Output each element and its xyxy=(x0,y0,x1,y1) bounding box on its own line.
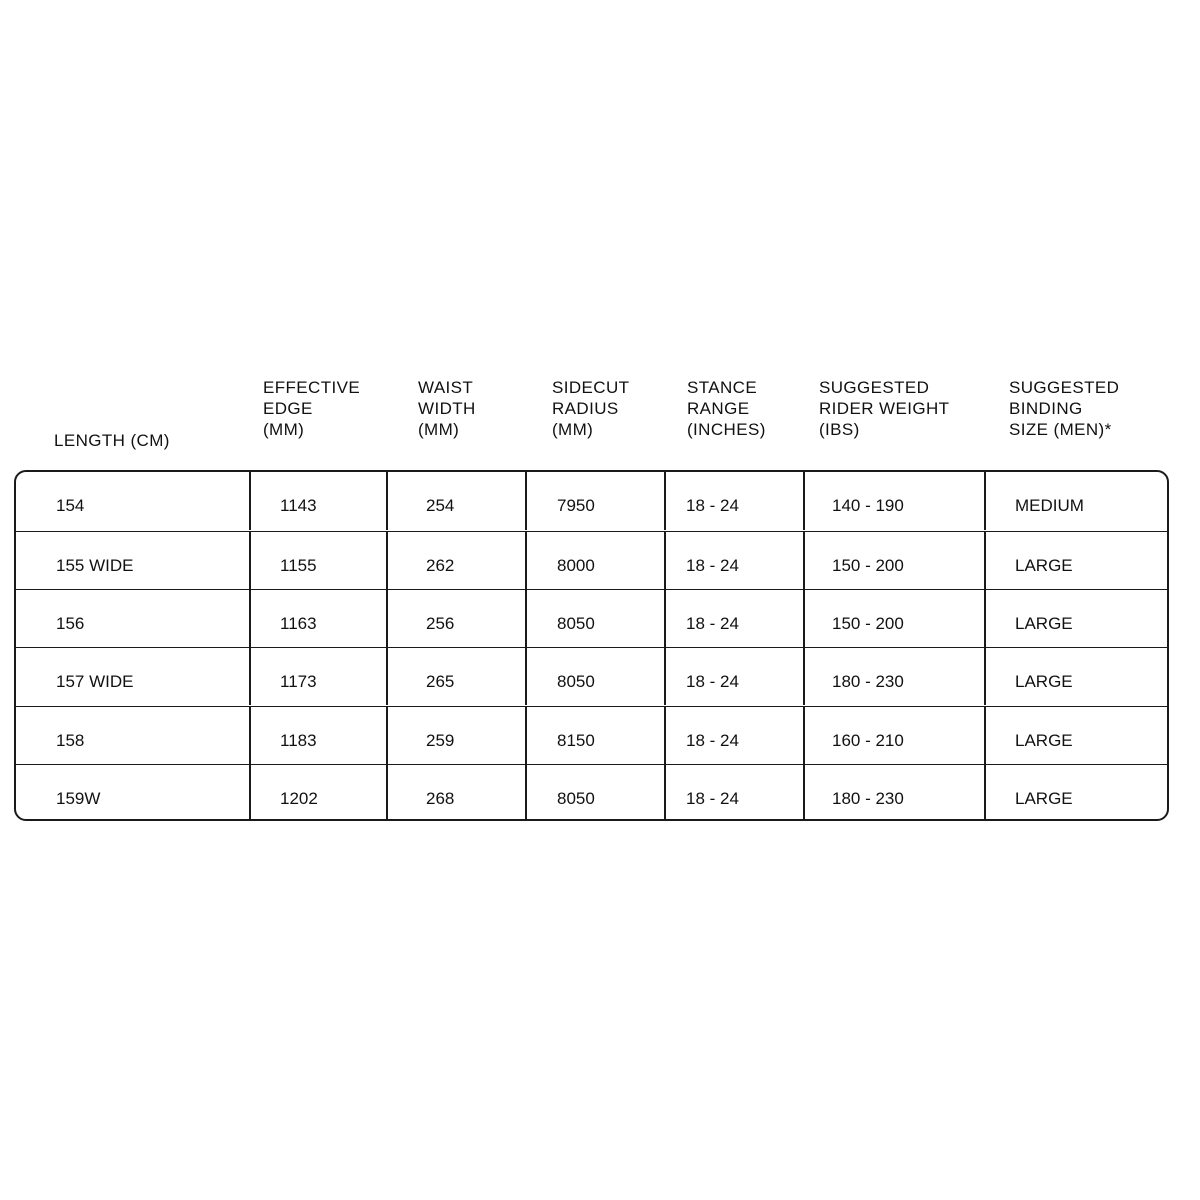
cell-stance-range: 18 - 24 xyxy=(686,731,739,750)
cell-sidecut-radius: 8000 xyxy=(557,556,595,575)
column-divider xyxy=(386,765,388,821)
cell-rider-weight: 140 - 190 xyxy=(832,496,904,515)
cell-binding-size: LARGE xyxy=(1015,789,1073,808)
column-divider xyxy=(249,707,251,764)
table-row xyxy=(16,764,1167,821)
cell-rider-weight: 180 - 230 xyxy=(832,789,904,808)
cell-sidecut-radius: 8050 xyxy=(557,789,595,808)
cell-length: 157 WIDE xyxy=(56,672,134,691)
header-binding-size: SUGGESTED BINDING SIZE (MEN)* xyxy=(1009,378,1120,439)
cell-rider-weight: 180 - 230 xyxy=(832,672,904,691)
header-length: LENGTH (CM) xyxy=(54,431,170,450)
column-divider xyxy=(984,532,986,589)
column-divider xyxy=(664,765,666,821)
table-row xyxy=(16,647,1167,705)
column-divider xyxy=(525,707,527,764)
column-divider xyxy=(984,765,986,821)
column-divider xyxy=(386,472,388,530)
size-chart-table xyxy=(14,470,1169,821)
cell-effective-edge: 1143 xyxy=(280,496,317,515)
cell-waist-width: 256 xyxy=(426,614,455,633)
cell-stance-range: 18 - 24 xyxy=(686,789,739,808)
cell-sidecut-radius: 7950 xyxy=(557,496,595,515)
column-divider xyxy=(525,590,527,647)
column-divider xyxy=(984,590,986,647)
cell-waist-width: 265 xyxy=(426,672,455,691)
cell-effective-edge: 1183 xyxy=(280,731,317,750)
header-rider-weight: SUGGESTED RIDER WEIGHT (IBS) xyxy=(819,378,950,439)
table-header xyxy=(0,0,1200,470)
cell-binding-size: MEDIUM xyxy=(1015,496,1084,515)
cell-binding-size: LARGE xyxy=(1015,672,1073,691)
cell-waist-width: 259 xyxy=(426,731,455,750)
cell-waist-width: 268 xyxy=(426,789,455,808)
cell-length: 156 xyxy=(56,614,85,633)
column-divider xyxy=(664,472,666,530)
cell-effective-edge: 1202 xyxy=(280,789,318,808)
column-divider xyxy=(664,590,666,647)
cell-stance-range: 18 - 24 xyxy=(686,556,739,575)
column-divider xyxy=(525,765,527,821)
column-divider xyxy=(386,648,388,705)
column-divider xyxy=(664,648,666,705)
header-waist-width: WAIST WIDTH (MM) xyxy=(418,378,476,439)
cell-waist-width: 254 xyxy=(426,496,455,515)
header-effective-edge: EFFECTIVE EDGE (MM) xyxy=(263,378,361,439)
column-divider xyxy=(803,765,805,821)
column-divider xyxy=(386,532,388,589)
cell-binding-size: LARGE xyxy=(1015,731,1073,750)
cell-stance-range: 18 - 24 xyxy=(686,672,739,691)
cell-rider-weight: 160 - 210 xyxy=(832,731,904,750)
cell-binding-size: LARGE xyxy=(1015,556,1073,575)
cell-length: 158 xyxy=(56,731,85,750)
header-sidecut-radius: SIDECUT RADIUS (MM) xyxy=(552,378,630,439)
column-divider xyxy=(249,765,251,821)
column-divider xyxy=(803,590,805,647)
column-divider xyxy=(386,707,388,764)
column-divider xyxy=(525,472,527,530)
column-divider xyxy=(249,590,251,647)
table-row xyxy=(16,589,1167,647)
cell-rider-weight: 150 - 200 xyxy=(832,614,904,633)
column-divider xyxy=(386,590,388,647)
column-divider xyxy=(803,472,805,530)
cell-sidecut-radius: 8050 xyxy=(557,672,595,691)
table-row xyxy=(16,706,1167,764)
column-divider xyxy=(249,472,251,530)
table-row xyxy=(16,531,1167,589)
column-divider xyxy=(803,707,805,764)
cell-length: 155 WIDE xyxy=(56,556,134,575)
column-divider xyxy=(984,707,986,764)
column-divider xyxy=(984,472,986,530)
column-divider xyxy=(664,707,666,764)
column-divider xyxy=(249,648,251,705)
cell-effective-edge: 1173 xyxy=(280,672,317,691)
cell-effective-edge: 1155 xyxy=(280,556,317,575)
table-row xyxy=(16,472,1167,530)
cell-length: 159W xyxy=(56,789,101,808)
cell-sidecut-radius: 8050 xyxy=(557,614,595,633)
cell-effective-edge: 1163 xyxy=(280,614,317,633)
column-divider xyxy=(525,532,527,589)
column-divider xyxy=(664,532,666,589)
cell-sidecut-radius: 8150 xyxy=(557,731,595,750)
cell-length: 154 xyxy=(56,496,85,515)
column-divider xyxy=(803,532,805,589)
cell-stance-range: 18 - 24 xyxy=(686,614,739,633)
header-stance-range: STANCE RANGE (INCHES) xyxy=(687,378,766,439)
cell-waist-width: 262 xyxy=(426,556,455,575)
column-divider xyxy=(525,648,527,705)
cell-rider-weight: 150 - 200 xyxy=(832,556,904,575)
cell-binding-size: LARGE xyxy=(1015,614,1073,633)
cell-stance-range: 18 - 24 xyxy=(686,496,739,515)
column-divider xyxy=(249,532,251,589)
column-divider xyxy=(803,648,805,705)
column-divider xyxy=(984,648,986,705)
